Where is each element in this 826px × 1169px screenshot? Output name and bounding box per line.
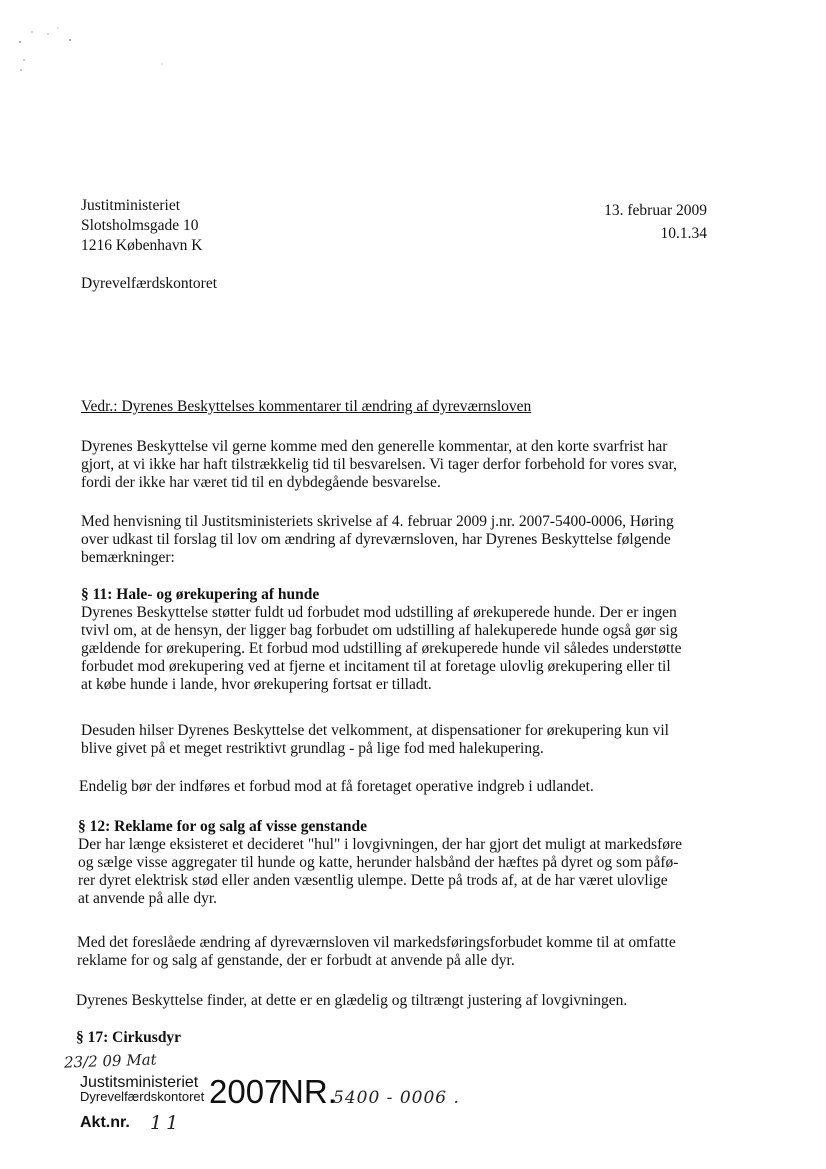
text-line: Desuden hilser Dyrenes Beskyttelse det velkomment, at dispensationer for ørekupering kun vil: [81, 722, 669, 739]
section-11-body: [81, 604, 741, 694]
text-line: Der har længe eksisteret et decideret "hul" i lovgivningen, der har gjort det muligt at markedsføre: [78, 836, 683, 853]
stamp-akt-label: Akt.nr.: [80, 1114, 130, 1131]
text-line: at anvende på alle dyr.: [78, 890, 218, 907]
text-line: over udkast til forslag til lov om ændring af dyreværnsloven, har Dyrenes Beskyttelse følgende: [81, 531, 671, 548]
text-line: gældende for ørekupering. Et forbud mod udstilling af ørekuperede hunde vil således understøtte: [81, 640, 682, 657]
stamp-office: Dyrevelfærdskontoret: [80, 1089, 205, 1104]
text-line: gjort, at vi ikke har haft tilstrækkelig tid til besvarelsen. Vi tager derfor forbehold for vores svar,: [81, 456, 678, 473]
text-line: Dyrenes Beskyttelse vil gerne komme med den generelle kommentar, at den korte svarfrist har: [81, 438, 668, 455]
recipient-department: Dyrevelfærdskontoret: [81, 275, 218, 292]
stamp-ministry: Justitsministeriet: [80, 1074, 199, 1091]
text-line: reklame for og salg af genstande, der er forbudt at anvende på alle dyr.: [77, 952, 515, 969]
recipient-line-1: Justitministeriet: [81, 197, 181, 214]
stamp-code: NR.: [280, 1073, 337, 1110]
text-line: bemærkninger:: [81, 549, 175, 566]
text-line: Dyrenes Beskyttelse støtter fuldt ud forbudet mod udstilling af ørekuperede hunde. Der er ingen: [81, 604, 677, 621]
paragraph-intro: [81, 438, 741, 492]
text-line: rer dyret elektrisk stød eller anden væsentlig ulempe. Dette på trods af, at de har været ulovlige: [78, 872, 668, 889]
text-line: tvivl om, at de hensyn, der ligger bag forbudet om udstilling af halekuperede hunde også gør sig: [81, 622, 678, 639]
letter-subject: Vedr.: Dyrenes Beskyttelses kommentarer til ændring af dyreværnsloven: [81, 398, 532, 415]
stamp-year: 2007: [209, 1073, 283, 1110]
text-line: og sælge visse aggregater til hunde og katte, herunder halsbånd der hæftes på dyret og som påfø-: [78, 854, 679, 871]
scan-specks: [10, 20, 170, 80]
stamp-handwritten-date: 23/2 09 Mat: [63, 1050, 157, 1072]
text-line: forbudet mod ørekupering ved at fjerne et incitament til at foretage ulovlig ørekupering eller til: [81, 658, 671, 675]
section-11-abroad: Endelig bør der indføres et forbud mod at få foretaget operative indgreb i udlandet.: [79, 778, 594, 795]
section-17-heading: § 17: Cirkusdyr: [76, 1029, 182, 1046]
section-11-heading: § 11: Hale- og ørekupering af hunde: [81, 586, 320, 603]
section-12-body: [78, 836, 738, 908]
recipient-line-2: Slotsholmsgade 10: [81, 217, 199, 234]
section-12-change: [77, 934, 737, 970]
letter-date: 13. februar 2009: [604, 202, 707, 219]
text-line: fordi der ikke har været tid til en dybdegående besvarelse.: [81, 474, 441, 491]
text-line: Med henvisning til Justitsministeriets skrivelse af 4. februar 2009 j.nr. 2007-5400-0006, Høring: [81, 513, 674, 530]
text-line: blive givet på et meget restriktivt grundlag - på lige fod med halekupering.: [81, 740, 544, 757]
stamp-case-number: 5400 - 0006 .: [333, 1088, 460, 1108]
text-line: at købe hunde i lande, hvor ørekupering fortsat er tilladt.: [81, 676, 432, 693]
section-12-conclusion: Dyrenes Beskyttelse finder, at dette er en glædelig og tiltrængt justering af lovgivningen.: [76, 992, 628, 1009]
text-line: Med det foreslåede ændring af dyreværnsloven vil markedsføringsforbudet komme til at omfatte: [77, 934, 676, 951]
recipient-line-3: 1216 København K: [81, 237, 203, 254]
section-11-dispensation: [81, 722, 741, 758]
section-12-heading: § 12: Reklame for og salg af visse genstande: [78, 818, 368, 835]
paragraph-reference: [81, 513, 741, 567]
stamp-akt-number: 11: [150, 1112, 183, 1134]
letter-reference: 10.1.34: [660, 225, 707, 242]
